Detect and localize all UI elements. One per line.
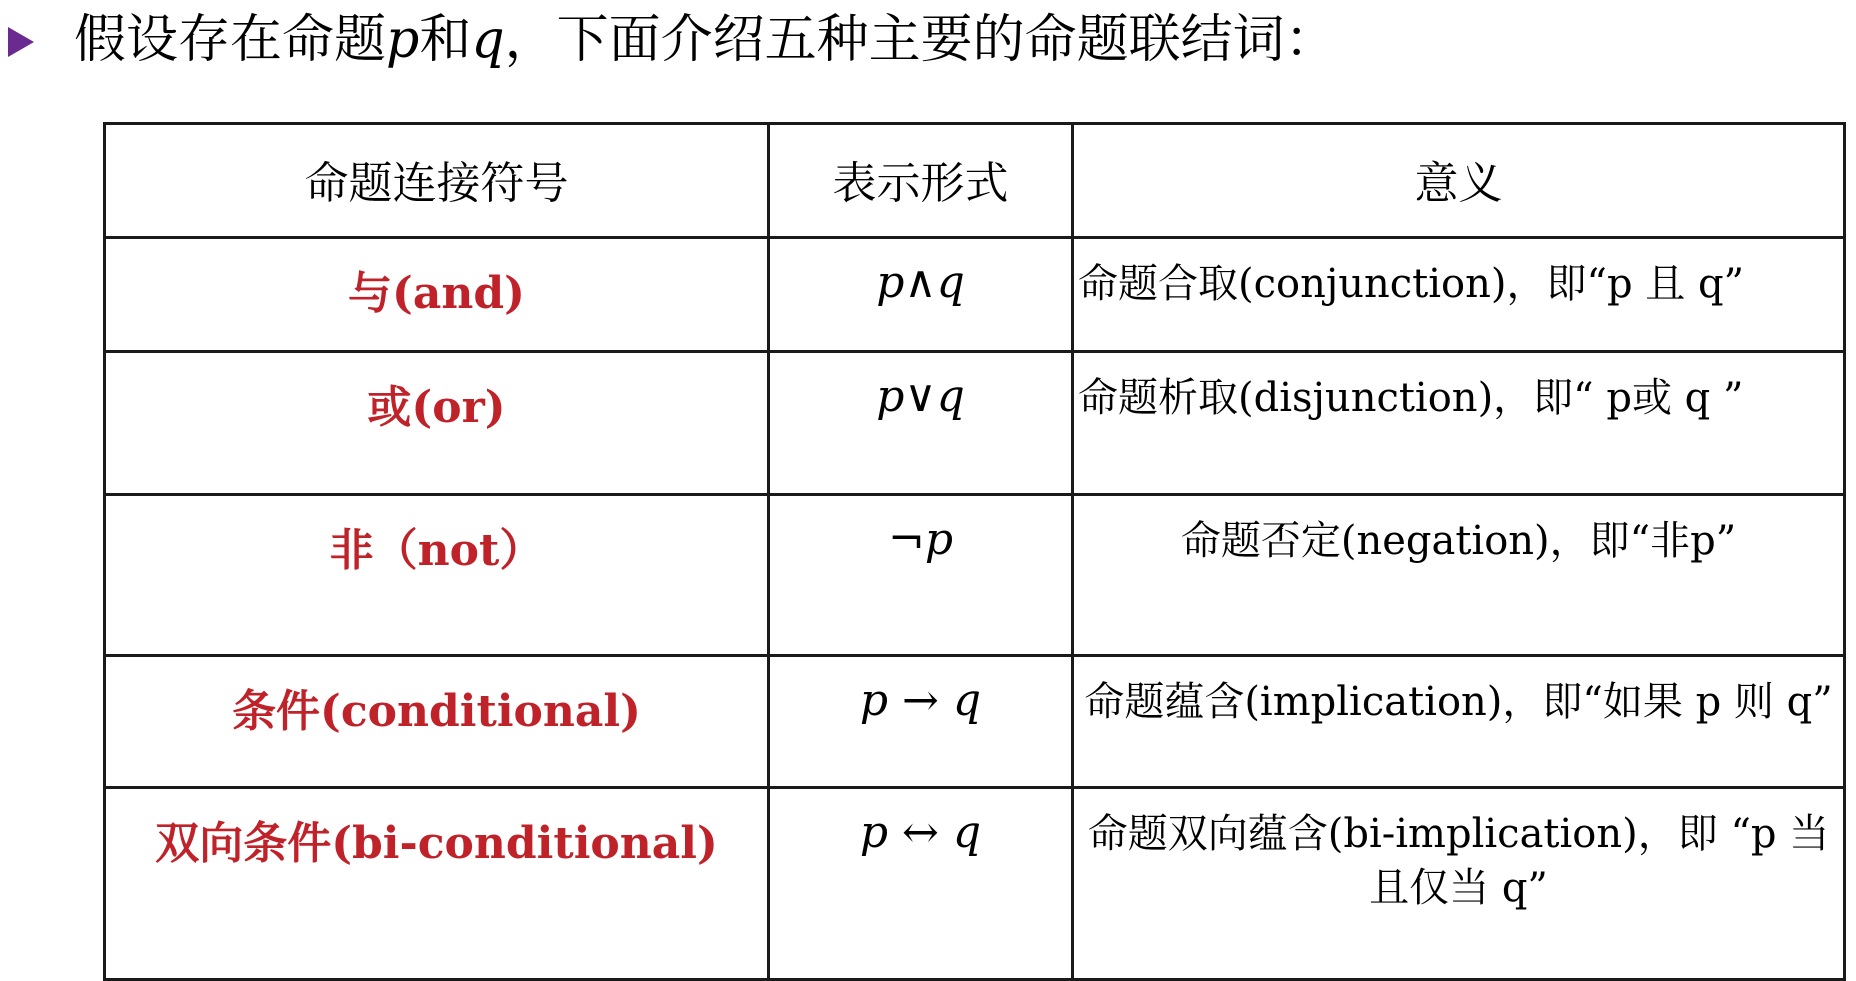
form-cell: p∨q [769,352,1073,495]
header-cell-symbol: 命题连接符号 [105,124,769,238]
symbol-cell: 与(and) [105,238,769,352]
meaning-cell: 命题蕴含(implication)，即“如果 p 则 q” [1073,656,1845,788]
heading-var-q: q [471,10,505,70]
symbol-cell: 条件(conditional) [105,656,769,788]
form-cell: p → q [769,656,1073,788]
table-row [105,495,1845,656]
table-row [105,238,1845,352]
header-cell-form: 表示形式 [769,124,1073,238]
meaning-cell: 命题否定(negation)，即“非p” [1073,495,1845,656]
meaning-cell: 命题双向蕴含(bi-implication)，即 “p 当且仅当 q” [1073,788,1845,980]
symbol-cell: 非（not） [105,495,769,656]
symbol-cell: 或(or) [105,352,769,495]
meaning-cell: 命题合取(conjunction)，即“p 且 q” [1073,238,1845,352]
form-cell: ¬p [769,495,1073,656]
heading-text-2: 和 [419,10,472,70]
heading-text-1: 假设存在命题 [74,10,387,70]
arrow-bullet-icon [8,27,34,57]
meaning-cell: 命题析取(disjunction)，即“ p或 q ” [1073,352,1845,495]
connectives-table [103,122,1846,981]
symbol-cell: 双向条件(bi-conditional) [105,788,769,980]
header-cell-meaning: 意义 [1073,124,1845,238]
form-cell: p ↔ q [769,788,1073,980]
table-row [105,656,1845,788]
table-row [105,788,1845,980]
table-row [105,352,1845,495]
heading-text-3: ，下面介绍五种主要的命题联结词： [504,10,1337,70]
slide-heading [8,0,1337,80]
form-cell: p∧q [769,238,1073,352]
table-header-row [105,124,1845,238]
heading-var-p: p [386,10,420,70]
